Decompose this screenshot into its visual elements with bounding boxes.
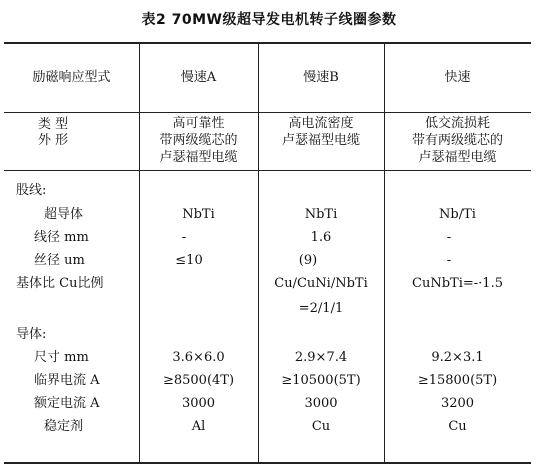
type-block-divider: [4, 170, 531, 171]
conductor-value: 3000: [304, 396, 338, 411]
type-col2-line2: 卢瑟福型电缆: [281, 133, 360, 148]
type-col3-line1: 低交流损耗: [424, 116, 490, 131]
strand-value: Nb/Ti: [439, 207, 476, 222]
strand-value: NbTi: [304, 207, 338, 222]
strand-value-continuation: =2/1/1: [298, 301, 344, 316]
strand-value: ≤10: [175, 253, 203, 268]
conductor-value: ≥8500(4T): [162, 373, 235, 388]
conductor-label: 尺寸 mm: [34, 350, 89, 365]
type-col1-line2: 带两级缆芯的: [159, 133, 238, 148]
strand-value: CuNbTi=-·1.5: [412, 276, 503, 291]
strand-value: -: [446, 253, 452, 268]
strand-value: -: [446, 230, 452, 245]
conductor-value: 2.9×7.4: [294, 350, 348, 365]
conductor-label: 额定电流 A: [34, 396, 100, 411]
strand-label: 超导体: [44, 207, 84, 222]
header-divider: [4, 112, 531, 113]
conductor-title: 导体:: [16, 327, 47, 342]
type-col1-line3: 卢瑟福型电缆: [159, 150, 238, 165]
type-col3-line2: 带有两级缆芯的: [411, 133, 503, 148]
strand-label: 基体比 Cu比例: [16, 276, 104, 291]
strand-value: -: [181, 230, 187, 245]
conductor-value: 3.6×6.0: [172, 350, 225, 365]
strand-value: (9): [298, 253, 318, 268]
strand-value: Cu/CuNi/NbTi: [274, 276, 368, 291]
type-label: 类 型: [38, 117, 69, 132]
header-col2: 慢速B: [303, 70, 339, 85]
strand-label: 线径 mm: [34, 230, 89, 245]
header-col1: 慢速A: [180, 70, 217, 85]
conductor-value: Cu: [311, 419, 331, 434]
parameter-table: [4, 42, 531, 464]
type-col2-line1: 高电流密度: [288, 116, 354, 131]
conductor-label: 临界电流 A: [34, 373, 100, 388]
strand-value: NbTi: [182, 207, 215, 222]
conductor-value: 3200: [440, 396, 475, 411]
conductor-value: Cu: [448, 419, 467, 434]
header-col3: 快速: [444, 70, 471, 85]
conductor-value: 9.2×3.1: [431, 350, 484, 365]
type-col3-line3: 卢瑟福型电缆: [418, 150, 497, 165]
table-caption: 表2 70MW级超导发电机转子线圈参数: [141, 12, 397, 28]
strand-value: 1.6: [310, 230, 332, 245]
shape-label: 外 形: [38, 133, 69, 148]
header-col0: 励磁响应型式: [32, 70, 111, 85]
strand-title: 股线:: [16, 183, 47, 198]
conductor-value: Al: [191, 419, 206, 434]
conductor-value: 3000: [181, 396, 216, 411]
type-col1-line1: 高可靠性: [172, 116, 225, 131]
conductor-value: ≥10500(5T): [281, 373, 361, 388]
conductor-label: 稳定剂: [44, 419, 84, 434]
strand-label: 丝径 um: [34, 253, 85, 268]
conductor-value: ≥15800(5T): [417, 373, 498, 388]
